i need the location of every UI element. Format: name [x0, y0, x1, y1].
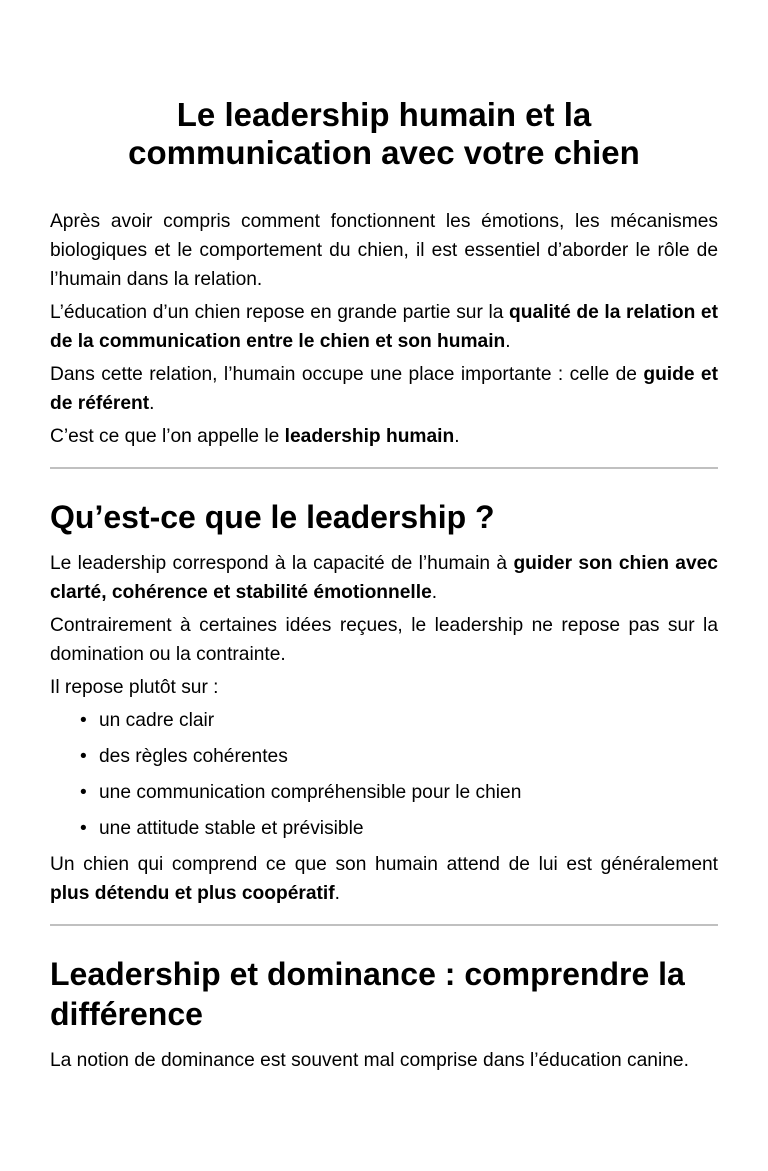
section-heading: Qu’est-ce que le leadership ? — [50, 498, 495, 535]
list-item: • une attitude stable et prévisible — [99, 814, 718, 843]
text: . — [505, 330, 511, 352]
bold-text: qualité de la relation et de la communication entre le chien et son humain — [50, 301, 718, 352]
text: Le leadership correspond à la capacité de l’humain à — [50, 552, 514, 574]
bold-text: leadership humain — [284, 425, 455, 447]
bold-text: guider son chien avec clarté, cohérence et stabilité émotionnelle — [50, 552, 718, 603]
text: Contrairement à certaines idées reçues, le leadership ne repose pas sur la domination ou la contrainte. — [50, 614, 718, 665]
bold-text: plus détendu et plus coopératif — [50, 882, 335, 904]
section-divider — [50, 924, 718, 926]
list-item: • un cadre clair — [99, 706, 718, 735]
text: . — [334, 882, 340, 904]
text: Un chien qui comprend ce que son humain attend de lui est généralement — [50, 853, 718, 875]
section-dominance — [50, 954, 718, 1075]
list-item: • des règles cohérentes — [99, 742, 718, 771]
text: L’éducation d’un chien repose en grande partie sur la — [50, 301, 509, 323]
section-divider — [50, 467, 718, 469]
body-paragraph — [50, 611, 718, 669]
text: C’est ce que l’on appelle le — [50, 425, 285, 447]
section-leadership — [50, 497, 718, 908]
text: . — [431, 581, 438, 603]
text: La notion de dominance est souvent mal comprise dans l’éducation canine. — [50, 1049, 689, 1071]
text: . — [149, 392, 155, 414]
section-heading: Leadership et dominance : comprendre la différence — [50, 955, 685, 1032]
text: Il repose plutôt sur : — [50, 676, 219, 698]
intro-paragraph — [50, 298, 718, 356]
body-paragraph — [50, 1046, 718, 1075]
intro-paragraph — [50, 422, 718, 451]
body-paragraph — [50, 549, 718, 607]
list-item: • une communication compréhensible pour le chien — [99, 778, 718, 807]
body-paragraph — [50, 673, 718, 702]
document-title: Le leadership humain et la communication avec votre chien — [128, 96, 640, 171]
text: . — [454, 425, 460, 447]
bold-text: guide et de référent — [50, 363, 718, 414]
intro-paragraph — [50, 360, 718, 418]
intro-paragraph — [50, 207, 718, 294]
text: Après avoir compris comment fonctionnent les émotions, les mécanismes biologiques et le comportement du chien, il est essentiel d’aborder le rôle de l’humain dans la relation. — [50, 210, 718, 290]
text: Dans cette relation, l’humain occupe une place importante : celle de — [50, 363, 644, 385]
body-paragraph — [50, 850, 718, 908]
bullet-list — [50, 706, 718, 843]
